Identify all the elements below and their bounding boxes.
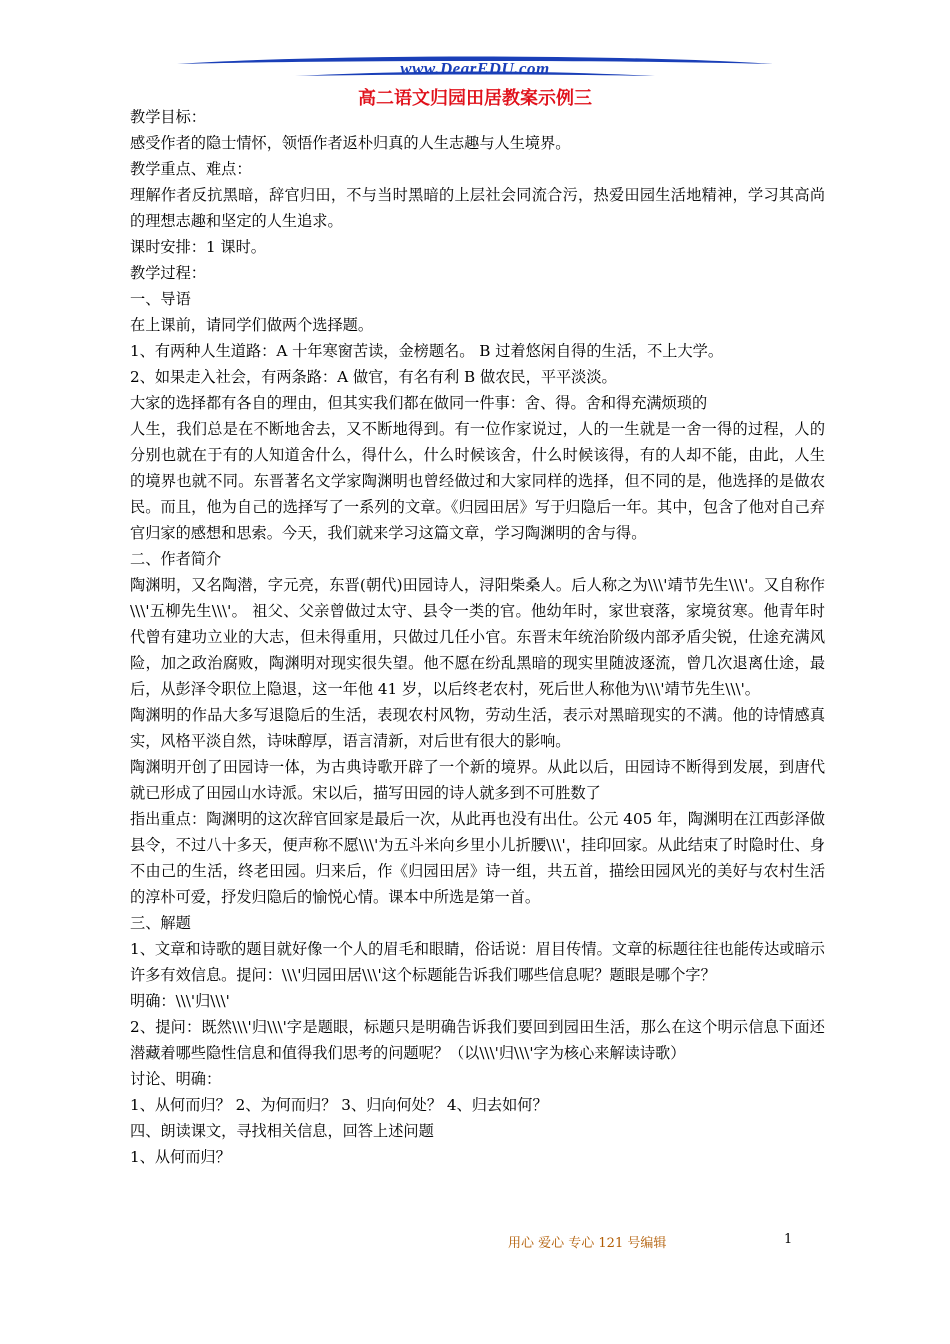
paragraph: 课时安排：1 课时。 [130, 238, 266, 256]
site-url: www.DearEDU.com [400, 59, 550, 78]
paragraph: 大家的选择都有各自的理由，但其实我们都在做同一件事：舍、得。舍和得充满烦琐的 [130, 394, 708, 412]
paragraph: 感受作者的隐士情怀，领悟作者返朴归真的人生志趣与人生境界。 [130, 134, 571, 152]
paragraph: 2、如果走入社会，有两条路：A 做官，有名有利 B 做农民，平平淡淡。 [130, 368, 617, 386]
paragraph: 明确：\\\'归\\\' [130, 992, 230, 1010]
document-body [130, 104, 825, 1170]
section-heading: 四、朗读课文，寻找相关信息，回答上述问题 [130, 1122, 434, 1140]
paragraph: 人生，我们总是在不断地舍去，又不断地得到。有一位作家说过，人的一生就是一舍一得的过程，人的分别也就在于有的人知道舍什么，得什么，什么时候该舍，什么时候该得，有的人却不能，由此，人生的境界也就不同。东晋著名文学家陶渊明也曾经做过和大家同样的选择，但不同的是，他选择的是做农民。而且，他为自己的选择写了一系列的文章。《归园田居》写于归隐后一年。其中，包含了他对自己弃官归家的感想和思索。今天，我们就来学习这篇文章，学习陶渊明的舍与得。 [130, 420, 825, 542]
section-heading: 三、解题 [130, 914, 191, 932]
page-title: 高二语文归园田居教案示例三 [358, 88, 592, 109]
paragraph: 1、从何而归？ 2、为何而归？ 3、归向何处？ 4、归去如何？ [130, 1096, 548, 1114]
paragraph: 在上课前，请同学们做两个选择题。 [130, 316, 373, 334]
paragraph: 陶渊明，又名陶潜，字元亮，东晋(朝代)田园诗人，浔阳柴桑人。后人称之为\\\'靖节先生\\\'。又自称作\\\'五柳先生\\\'。 祖父、父亲曾做过太守、县令一类的官。他幼年时，家世衰落，家境贫寒。他青年时代曾有建功立业的大志，但未得重用，只做过几任小官。东晋末年统治阶级内部矛盾尖锐，仕途充满风险，加之政治腐败，陶渊明对现实很失望。他不愿在纷乱黑暗的现实里随波逐流，曾几次退离仕途，最后，从彭泽令职位上隐退，这一年他 41 岁，以后终老农村，死后世人称他为\\\'靖节先生\\\'。 [130, 576, 825, 698]
section-heading: 二、作者简介 [130, 550, 222, 568]
paragraph: 陶渊明的作品大多写退隐后的生活，表现农村风物，劳动生活，表示对黑暗现实的不满。他的诗情感真实，风格平淡自然，诗味醇厚，语言清新，对后世有很大的影响。 [130, 706, 825, 750]
paragraph: 教学目标： [130, 108, 206, 126]
paragraph: 1、有两种人生道路：A 十年寒窗苦读，金榜题名。 B 过着悠闲自得的生活，不上大学。 [130, 342, 724, 360]
footer-text: 用心 爱心 专心 121 号编辑 [508, 1236, 667, 1251]
paragraph: 1、文章和诗歌的题目就好像一个人的眉毛和眼睛，俗话说：眉目传情。文章的标题往往也能传达或暗示许多有效信息。提问：\\\'归园田居\\\'这个标题能告诉我们哪些信息呢？题眼是哪个字？ [130, 940, 825, 984]
paragraph: 教学重点、难点： [130, 160, 252, 178]
paragraph: 1、从何而归？ [130, 1148, 231, 1166]
paragraph: 教学过程： [130, 264, 206, 282]
paragraph: 陶渊明开创了田园诗一体，为古典诗歌开辟了一个新的境界。从此以后，田园诗不断得到发展，到唐代就已形成了田园山水诗派。宋以后，描写田园的诗人就多到不可胜数了 [130, 758, 825, 802]
paragraph: 讨论、明确： [130, 1070, 222, 1088]
page-number: 1 [784, 1232, 793, 1247]
paragraph: 理解作者反抗黑暗，辞官归田，不与当时黑暗的上层社会同流合污，热爱田园生活地精神，学习其高尚的理想志趣和坚定的人生追求。 [130, 186, 825, 230]
paragraph: 指出重点：陶渊明的这次辞官回家是最后一次，从此再也没有出仕。公元 405 年，陶渊明在江西彭泽做县令，不过八十多天，便声称不愿\\\'为五斗米向乡里小儿折腰\\\'，挂印回家。从此结束了时隐时仕、身不由己的生活，终老田园。归来后，作《归园田居》诗一组，共五首，描绘田园风光的美好与农村生活的淳朴可爱，抒发归隐后的愉悦心情。课本中所选是第一首。 [130, 810, 825, 906]
section-heading: 一、导语 [130, 290, 191, 308]
paragraph: 2、提问：既然\\\'归\\\'字是题眼，标题只是明确告诉我们要回到园田生活，那么在这个明示信息下面还潜藏着哪些隐性信息和值得我们思考的问题呢？（以\\\'归\\\'字为核心来解读诗歌） [130, 1018, 825, 1062]
